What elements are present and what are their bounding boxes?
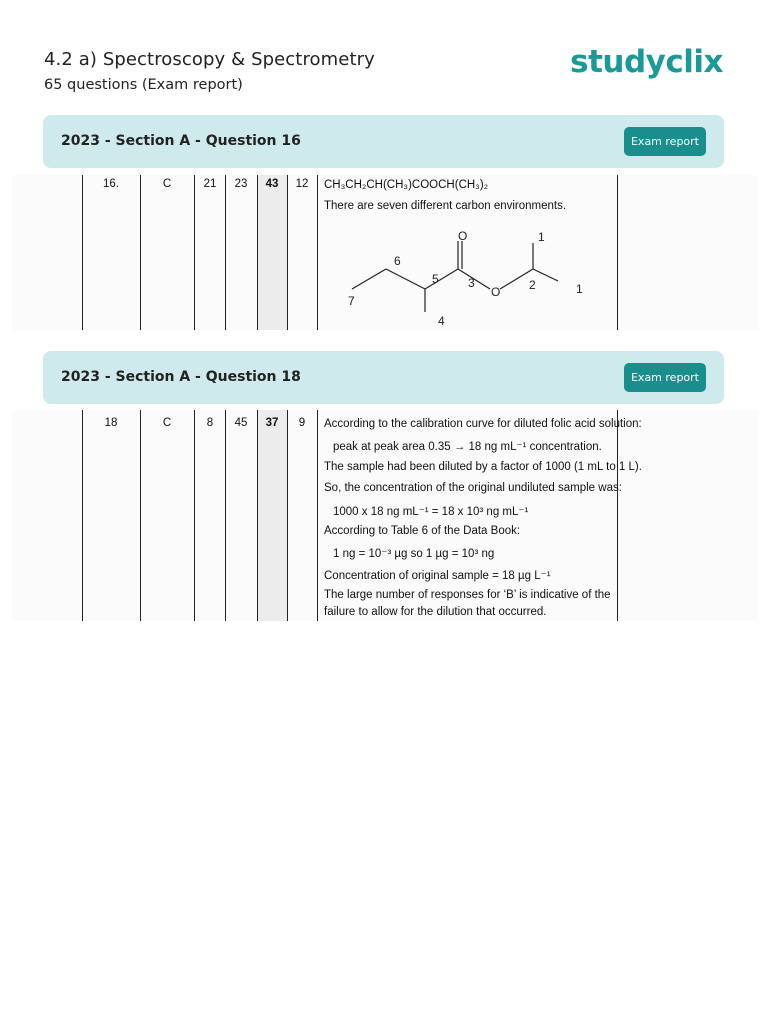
carbon-label: 4 (438, 314, 445, 327)
percent-a: 21 (203, 178, 217, 190)
carbon-label: 6 (394, 254, 401, 268)
bond (352, 269, 386, 289)
table-divider (194, 175, 195, 330)
carbon-label: 7 (348, 294, 355, 308)
answer-scan-16 (12, 175, 758, 330)
oxygen-label: O (458, 229, 468, 243)
comment-line: The sample had been diluted by a factor of 1000 (1 mL to 1 L). (324, 461, 642, 473)
question-header-18 (43, 351, 724, 404)
table-divider (317, 410, 318, 621)
comment-line: According to the calibration curve for diluted folic acid solution: (324, 418, 642, 430)
table-divider (617, 175, 618, 330)
percent-c: 43 (265, 178, 279, 190)
percent-a: 8 (206, 417, 214, 429)
comment-formula: CH₃CH₂CH(CH₃)COOCH(CH₃)₂ (324, 179, 489, 191)
comment-line: peak at peak area 0.35 → 18 ng mL⁻¹ concentration. (333, 441, 602, 453)
carbon-label: 5 (432, 272, 439, 286)
percent-b: 45 (234, 417, 248, 429)
table-divider (257, 410, 258, 621)
question-title: 2023 - Section A - Question 16 (61, 133, 301, 149)
comment-line: 1 ng = 10⁻³ µg so 1 µg = 10³ ng (333, 548, 495, 560)
comment-line: Concentration of original sample = 18 µg L⁻¹ (324, 570, 551, 582)
oxygen-label: O (491, 285, 501, 299)
question-title: 2023 - Section A - Question 18 (61, 369, 301, 385)
table-divider (140, 410, 141, 621)
studyclix-logo[interactable]: studyclix (570, 44, 723, 80)
carbon-label: 1 (576, 282, 583, 296)
carbon-label: 3 (468, 276, 475, 290)
table-divider (287, 410, 288, 621)
carbon-label: 1 (538, 230, 545, 244)
comment-line: So, the concentration of the original undiluted sample was: (324, 482, 622, 494)
table-divider (317, 175, 318, 330)
table-divider (617, 410, 618, 621)
correct-answer: C (162, 417, 172, 429)
percent-c: 37 (265, 417, 279, 429)
skeletal-structure-diagram (332, 227, 592, 327)
table-divider (257, 175, 258, 330)
comment-text: There are seven different carbon environments. (324, 200, 567, 212)
question-number: 16. (103, 178, 119, 190)
percent-b: 23 (234, 178, 248, 190)
answer-scan-18 (12, 410, 758, 621)
carbon-label: 2 (529, 278, 536, 292)
exam-report-button[interactable]: Exam report (624, 363, 706, 392)
table-divider (140, 175, 141, 330)
highlight-column (257, 410, 287, 621)
highlight-column (257, 175, 287, 330)
correct-answer: C (162, 178, 172, 190)
percent-d: 9 (298, 417, 306, 429)
table-divider (287, 175, 288, 330)
table-divider (82, 175, 83, 330)
table-divider (194, 410, 195, 621)
question-header-16 (43, 115, 724, 168)
percent-d: 12 (295, 178, 309, 190)
comment-line: The large number of responses for ‘B’ is indicative of the (324, 589, 611, 601)
comment-line: failure to allow for the dilution that occurred. (324, 606, 547, 618)
comment-line: 1000 x 18 ng mL⁻¹ = 18 x 10³ ng mL⁻¹ (333, 506, 529, 518)
page-title: 4.2 a) Spectroscopy & Spectrometry (44, 49, 375, 70)
bond (425, 269, 458, 289)
page-subtitle: 65 questions (Exam report) (44, 77, 243, 93)
bond (533, 269, 558, 281)
table-divider (225, 175, 226, 330)
table-divider (82, 410, 83, 621)
bond (386, 269, 425, 289)
table-divider (225, 410, 226, 621)
question-number: 18 (104, 417, 118, 429)
exam-report-button[interactable]: Exam report (624, 127, 706, 156)
comment-line: According to Table 6 of the Data Book: (324, 525, 521, 537)
